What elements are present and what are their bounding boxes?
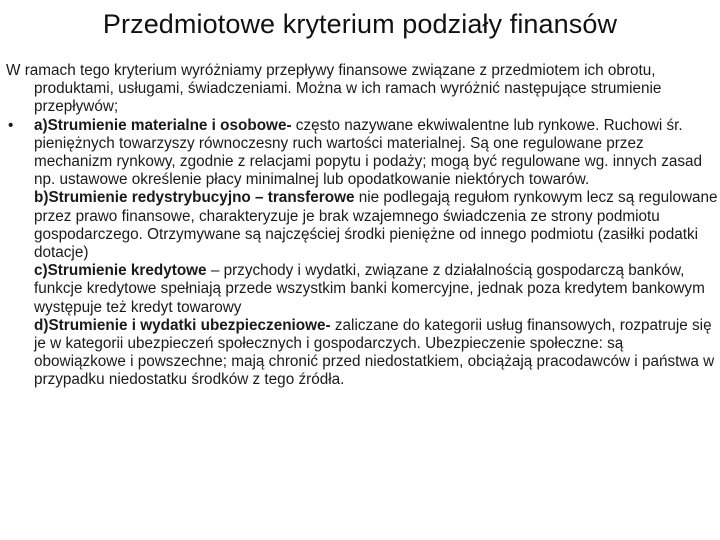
stream-heading-d: d)Strumienie i wydatki ubezpieczeniowe- (34, 316, 331, 334)
stream-paragraph-a (34, 117, 718, 190)
intro-paragraph: W ramach tego kryterium wyróżniamy przepływy finansowe związane z przedmiotem ich obrotu, produktami, usługami, świadczeniami. Można w ich ramach wyróżnić następujące strumienie przepływów; (6, 62, 662, 116)
stream-heading-b: b)Strumienie redystrybucyjno – transferowe (34, 189, 355, 207)
stream-text-b: nie podlegają regułom rynkowym lecz są regulowane przez prawo finansowe, charakteryzuje je brak wzajemnego świadczenia ze strony podmiotu gospodarczego. Otrzymywane są najczęściej środki pieniężne od innego podmiotu (zasiłki podatki dotacje) (34, 189, 718, 262)
stream-paragraph-b (34, 189, 718, 262)
stream-text-d: zaliczane do kategorii usług finansowych, rozpatruje się je w kategorii ubezpieczeń społecznych i gospodarczych. Ubezpieczenie społeczne: są obowiązkowe i powszechne; mają chronić przed niedostatkiem, obciążają pracodawców i państwa w przypadku niedostatku środków z tego źródła. (34, 316, 715, 389)
stream-heading-c: c)Strumienie kredytowe (34, 262, 207, 280)
bullet-dot-icon: • (8, 116, 14, 134)
slide-body (6, 62, 718, 390)
stream-paragraph-c (34, 262, 718, 317)
stream-text-c: – przychody i wydatki, związane z działalnością gospodarczą banków, funkcje kredytowe spełniają przede wszystkim banki komercyjne, jednak poza kredytem bankowym występuje też kredyt towarowy (34, 262, 705, 316)
stream-paragraph-d (34, 317, 718, 390)
stream-text-a: często nazywane ekwiwalentne lub rynkowe. Ruchowi śr. pieniężnych towarzyszy równoczesny ruch wartości materialnej. Są one regulowane przez mechanizm rynkowy, zgodnie z relacjami popytu i podaży; mogą być regulowane wg. innych zasad np. ustawowe określenie płacy minimalnej lub opodatkowanie niektórych towarów. (34, 116, 703, 189)
bullet-list-item (6, 117, 718, 390)
slide-title: Przedmiotowe kryterium podziały finansów (102, 9, 618, 39)
stream-heading-a: a)Strumienie materialne i osobowe- (34, 116, 292, 134)
